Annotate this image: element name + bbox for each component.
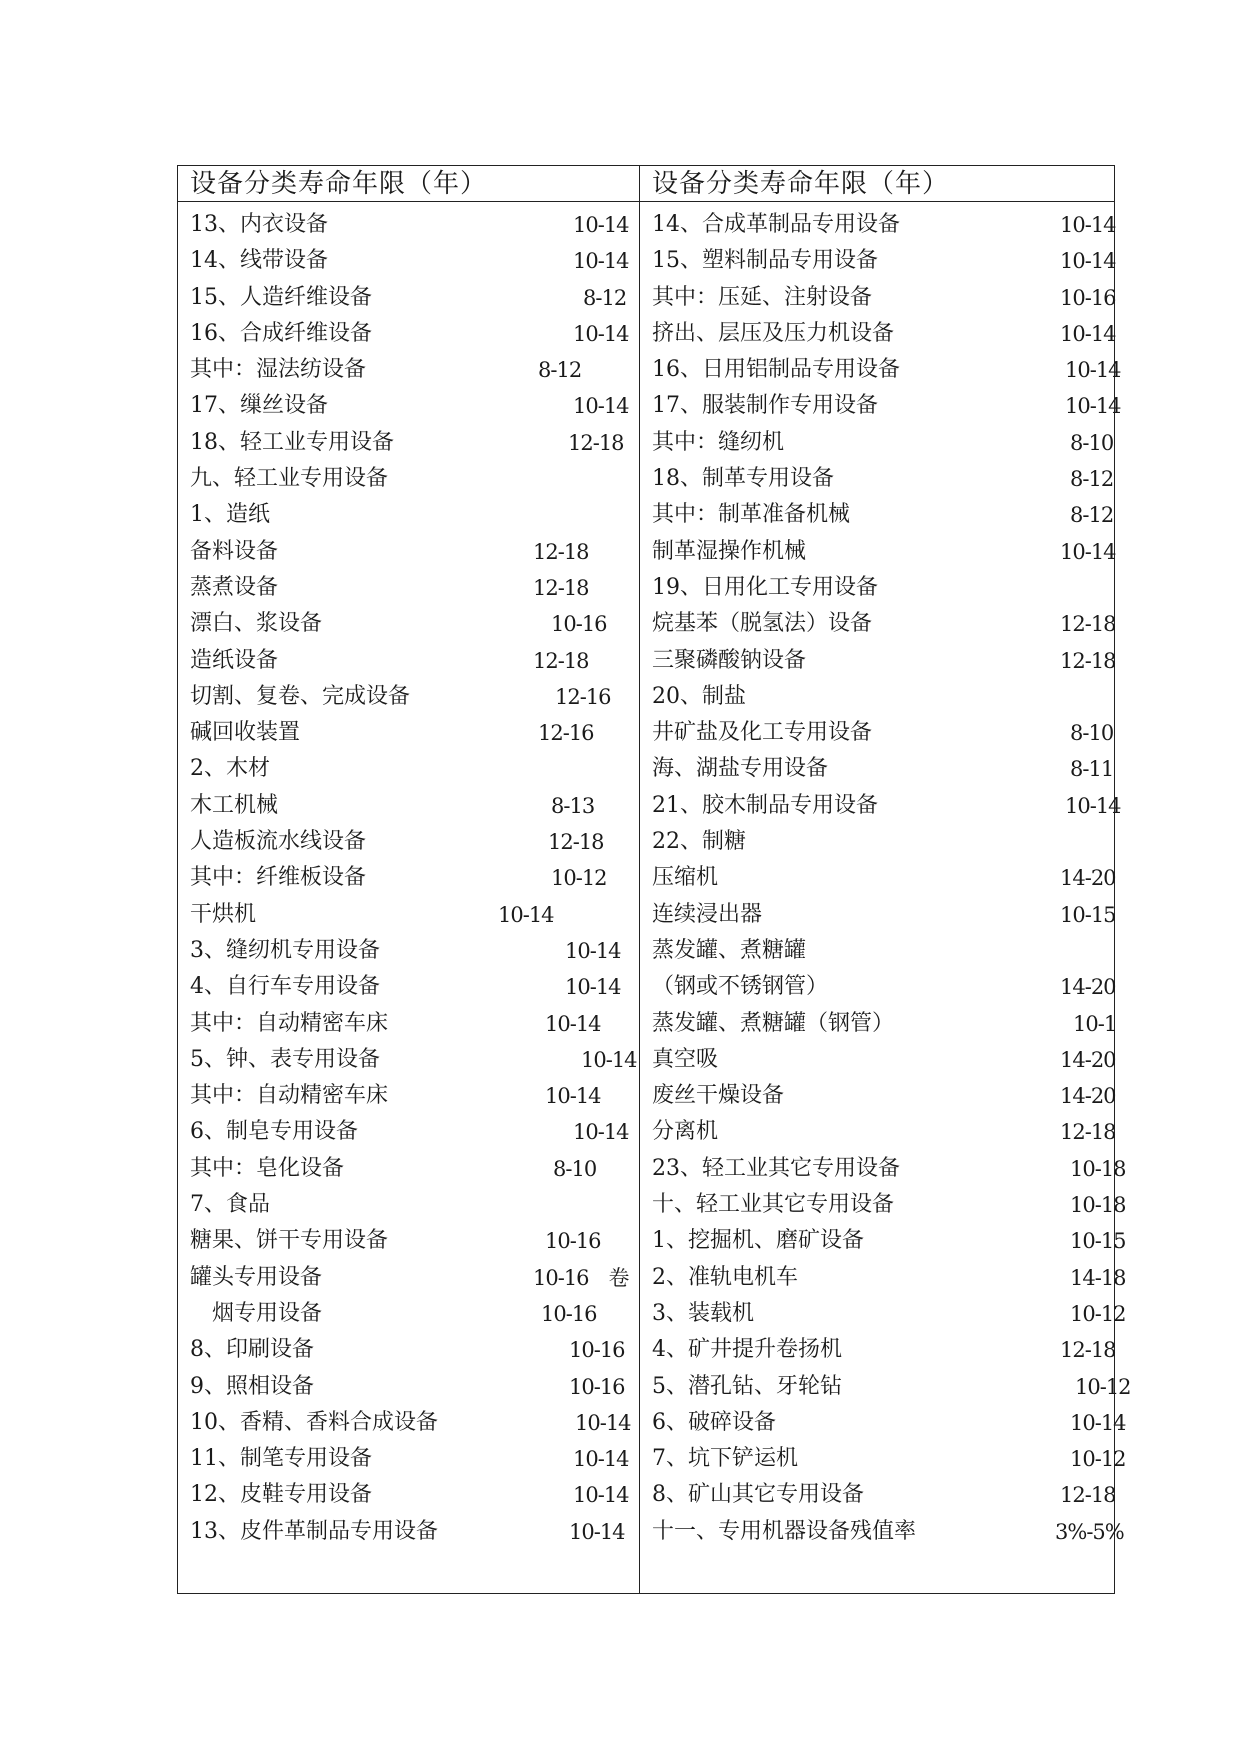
row-label: 10、香精、香料合成设备: [190, 1409, 438, 1435]
row-value: 8-10: [1070, 721, 1114, 746]
row-value: 10-16: [569, 1374, 625, 1399]
row-label: 其中：制革准备机械: [652, 502, 851, 528]
row-value: 10-14: [1065, 793, 1121, 818]
row-label: 挤出、层压及压力机设备: [652, 320, 895, 346]
table-row: [178, 1478, 639, 1514]
table-row: [178, 607, 639, 643]
row-label: 13、内衣设备: [190, 212, 328, 237]
row-value: 10-18: [1070, 1156, 1126, 1181]
row-value: 10-12: [1070, 1447, 1126, 1472]
row-label: 造纸设备: [190, 647, 279, 673]
row-label: 烷基苯（脱氢法）设备: [652, 611, 873, 637]
table-row: [178, 208, 639, 244]
row-label: 其中：缝纫机: [652, 429, 785, 455]
row-value: 14-18: [1070, 1265, 1126, 1290]
row-label: 其中：自动精密车床: [190, 1083, 389, 1109]
table-row: [178, 317, 639, 353]
row-label: 14、线带设备: [190, 248, 328, 274]
table-row: [178, 1406, 639, 1442]
row-label: 2、木材: [190, 756, 270, 782]
row-label: 6、破碎设备: [652, 1409, 776, 1435]
table-row: [178, 1261, 639, 1297]
row-value: 10-14: [545, 1084, 601, 1109]
row-value: 3%-5%: [1055, 1519, 1124, 1544]
row-value: 12-18: [1060, 648, 1116, 673]
row-label: 4、矿井提升卷扬机: [652, 1337, 842, 1363]
row-label: 人造板流水线设备: [190, 829, 367, 855]
row-value: 12-16: [555, 684, 611, 709]
row-label: 17、缫丝设备: [190, 393, 328, 419]
table-row: [640, 716, 1115, 752]
row-value: 10-16: [541, 1301, 597, 1326]
right-column-header: 设备分类寿命年限（年）: [652, 169, 950, 199]
row-value: 10-15: [1060, 902, 1116, 927]
table-row: [178, 1333, 639, 1369]
row-value: 10-15: [1070, 1229, 1126, 1254]
row-value: 10-14: [565, 975, 621, 1000]
table-row: [640, 353, 1121, 389]
row-value: 10-14: [573, 1447, 629, 1472]
row-value: 12-16: [538, 721, 594, 746]
table-row: [178, 1188, 639, 1224]
row-value: 12-18: [1060, 1483, 1116, 1508]
row-label: 4、自行车专用设备: [190, 974, 380, 1000]
row-value: 10-14: [1060, 213, 1116, 237]
row-label: 糖果、饼干专用设备: [190, 1228, 389, 1254]
table-row: [178, 934, 639, 970]
table-row: [640, 1007, 1115, 1043]
row-label: 3、缝纫机专用设备: [190, 937, 380, 963]
row-label: 蒸发罐、煮糖罐（钢管）: [652, 1010, 895, 1036]
table-row: [178, 571, 639, 607]
row-label: 16、日用铝制品专用设备: [652, 357, 900, 383]
row-value: 10-12: [551, 866, 607, 891]
row-label: 备料设备: [190, 538, 279, 564]
table-row: [178, 462, 639, 498]
table-row: [640, 389, 1121, 425]
row-label: 13、皮件革制品专用设备: [190, 1518, 438, 1544]
row-value: 12-18: [1060, 1120, 1116, 1145]
table-row: [640, 1152, 1126, 1188]
row-value: 10-16: [1060, 285, 1116, 310]
table-row: [640, 1442, 1126, 1478]
row-value: 10-14: [573, 1120, 629, 1145]
row-label: 6、制皂专用设备: [190, 1119, 358, 1145]
row-label: 十、轻工业其它专用设备: [652, 1192, 895, 1218]
table-row: [640, 1515, 1124, 1551]
table-row: [178, 281, 639, 317]
row-value: 8-12: [538, 358, 582, 383]
row-label: 海、湖盐专用设备: [652, 756, 829, 782]
row-label: 7、食品: [190, 1192, 270, 1218]
row-label: 5、钟、表专用设备: [190, 1046, 380, 1072]
row-value: 12-18: [533, 539, 589, 564]
table-row: [640, 244, 1115, 280]
row-label: 其中：纤维板设备: [190, 865, 367, 891]
row-label: 5、潜孔钻、牙轮钻: [652, 1373, 842, 1399]
table-row: [178, 389, 639, 425]
row-label: 干烘机: [190, 901, 257, 927]
row-value: 10-14: [573, 1483, 629, 1508]
table-row: [178, 1007, 639, 1043]
table-row: [640, 498, 1115, 534]
table-row: [640, 934, 1115, 970]
right-rows: [640, 208, 1131, 1551]
row-label: 十一、专用机器设备残值率: [652, 1518, 917, 1544]
row-value: 14-20: [1060, 975, 1116, 1000]
table-row: [640, 1043, 1115, 1079]
row-label: 井矿盐及化工专用设备: [652, 720, 873, 746]
row-value: 10-18: [1070, 1193, 1126, 1218]
table-row: [640, 1370, 1131, 1406]
row-label: 蒸发罐、煮糖罐: [652, 937, 807, 963]
row-label: 12、皮鞋专用设备: [190, 1482, 372, 1508]
row-value: 10-16: [569, 1338, 625, 1363]
row-value: 10-14: [498, 902, 554, 927]
table-row: [640, 789, 1121, 825]
row-label: 蒸煮设备: [190, 574, 279, 600]
table-row: [640, 644, 1115, 680]
table-row: [178, 535, 639, 571]
table-row: [640, 680, 1115, 716]
table-row: [640, 1406, 1126, 1442]
row-label: 废丝干燥设备: [652, 1083, 785, 1109]
row-value: 10-14: [1060, 539, 1116, 564]
table-row: [640, 1478, 1115, 1514]
row-label: 烟专用设备: [190, 1300, 323, 1326]
row-label: 2、准轨电机车: [652, 1264, 798, 1290]
row-value: 10-14: [1060, 321, 1116, 346]
row-value: 8-11: [1070, 757, 1114, 782]
row-label: 14、合成革制品专用设备: [652, 212, 900, 237]
row-value: 10-14: [565, 938, 621, 963]
table-row: [178, 1079, 639, 1115]
row-label: 18、轻工业专用设备: [190, 429, 394, 455]
row-label: 切割、复卷、完成设备: [190, 683, 411, 709]
row-label: 1、挖掘机、磨矿设备: [652, 1228, 864, 1254]
row-label: （钢或不锈钢管）: [652, 974, 829, 1000]
row-label: 8、印刷设备: [190, 1337, 314, 1363]
table-row: [640, 1188, 1126, 1224]
row-value: 10-14: [575, 1410, 631, 1435]
row-value: 14-20: [1060, 866, 1116, 891]
row-label: 木工机械: [190, 792, 279, 818]
row-label: 碱回收装置: [190, 720, 301, 746]
table-row: [178, 1115, 639, 1151]
row-value: 10-16: [545, 1229, 601, 1254]
row-value: 8-10: [553, 1156, 597, 1181]
table-row: [178, 1043, 639, 1079]
table-row: [640, 1079, 1115, 1115]
row-value: 8-10: [1070, 430, 1114, 455]
left-rows: [178, 208, 639, 1551]
row-label: 其中：自动精密车床: [190, 1010, 389, 1036]
table-row: [178, 898, 639, 934]
table-row: [178, 353, 639, 389]
table-row: [178, 1442, 639, 1478]
row-value: 12-18: [533, 575, 589, 600]
row-value: 10-1: [1073, 1011, 1117, 1036]
table-row: [640, 571, 1115, 607]
row-label: 3、装载机: [652, 1300, 754, 1326]
row-label: 1、造纸: [190, 502, 270, 528]
table-row: [640, 462, 1115, 498]
table-row: [640, 1115, 1115, 1151]
row-label: 罐头专用设备: [190, 1264, 323, 1290]
table-row: [178, 789, 639, 825]
table-row: [178, 752, 639, 788]
table-row: [640, 281, 1115, 317]
row-value: 10-14: [573, 394, 629, 419]
row-label: 真空吸: [652, 1046, 719, 1072]
row-value: 10-14: [573, 249, 629, 274]
header-divider-line: [178, 201, 1114, 202]
row-value: 10-12: [1075, 1374, 1131, 1399]
row-value: 12-18: [548, 830, 604, 855]
row-value: 8-12: [583, 285, 627, 310]
row-label: 其中：皂化设备: [190, 1155, 345, 1181]
row-label: 其中：湿法纺设备: [190, 357, 367, 383]
row-label: 其中：压延、注射设备: [652, 284, 873, 310]
table-row: [178, 1515, 639, 1551]
table-row: [178, 680, 639, 716]
row-value: 10-14: [1070, 1410, 1126, 1435]
table-row: [640, 1224, 1126, 1260]
table-row: [640, 426, 1115, 462]
table-row: [178, 1152, 639, 1188]
row-label: 11、制笔专用设备: [190, 1446, 372, 1472]
table-row: [640, 752, 1115, 788]
row-value: 10-14: [581, 1047, 637, 1072]
equipment-lifespan-table: [177, 165, 1131, 1594]
table-row: [178, 244, 639, 280]
table-row: [178, 716, 639, 752]
table-row: [640, 861, 1115, 897]
row-label: 18、制革专用设备: [652, 466, 834, 492]
row-value: 12-18: [568, 430, 624, 455]
table-row: [640, 535, 1115, 571]
table-row: [640, 898, 1115, 934]
row-label: 15、塑料制品专用设备: [652, 248, 878, 274]
table-row: [640, 970, 1115, 1006]
row-label: 分离机: [652, 1119, 719, 1145]
row-label: 15、人造纤维设备: [190, 284, 372, 310]
row-value: 8-12: [1070, 467, 1114, 492]
row-value: 14-20: [1060, 1047, 1116, 1072]
table-row: [178, 1370, 639, 1406]
table-row: [178, 825, 639, 861]
row-label: 制革湿操作机械: [652, 538, 807, 564]
row-value: 12-18: [1060, 1338, 1116, 1363]
left-column-header: 设备分类寿命年限（年）: [190, 169, 488, 199]
row-value: 10-14: [1065, 394, 1121, 419]
row-value: 8-12: [1070, 503, 1114, 528]
row-value: 10-14: [1060, 249, 1116, 274]
row-value: 10-12: [1070, 1301, 1126, 1326]
row-label: 16、合成纤维设备: [190, 320, 372, 346]
row-value: 10-14: [545, 1011, 601, 1036]
table-row: [640, 1297, 1126, 1333]
row-label: 9、照相设备: [190, 1373, 314, 1399]
row-label: 22、制糖: [652, 829, 746, 855]
row-label: 压缩机: [652, 865, 719, 891]
row-label: 连续浸出器: [652, 901, 763, 927]
row-label: 九、轻工业专用设备: [190, 466, 389, 492]
row-value: 12-18: [533, 648, 589, 673]
table-row: [178, 1297, 639, 1333]
table-row: [640, 1261, 1126, 1297]
table-row: [178, 426, 639, 462]
row-label: 19、日用化工专用设备: [652, 574, 878, 600]
row-value: 10-14: [573, 321, 629, 346]
row-value: 8-13: [551, 793, 595, 818]
row-label: 8、矿山其它专用设备: [652, 1482, 864, 1508]
table-row: [640, 1333, 1115, 1369]
table-row: [640, 317, 1115, 353]
row-label: 7、坑下铲运机: [652, 1446, 798, 1472]
row-value: 10-16: [551, 612, 607, 637]
table-row: [178, 1224, 639, 1260]
row-label: 21、胶木制品专用设备: [652, 792, 878, 818]
row-label: 三聚磷酸钠设备: [652, 647, 807, 673]
row-value: 14-20: [1060, 1084, 1116, 1109]
table-row: [640, 825, 1115, 861]
table-row: [178, 970, 639, 1006]
row-label: 漂白、浆设备: [190, 611, 323, 637]
table-row: [640, 208, 1115, 244]
row-value: 10-14: [569, 1519, 625, 1544]
row-label: 17、服装制作专用设备: [652, 393, 878, 419]
row-value: 10-16 卷: [533, 1265, 629, 1290]
row-value: 12-18: [1060, 612, 1116, 637]
table-row: [178, 498, 639, 534]
table-row: [640, 607, 1115, 643]
row-label: 23、轻工业其它专用设备: [652, 1155, 900, 1181]
table-row: [178, 861, 639, 897]
table-row: [178, 644, 639, 680]
row-value: 10-14: [1065, 358, 1121, 383]
row-value: 10-14: [573, 213, 629, 237]
row-label: 20、制盐: [652, 683, 746, 709]
